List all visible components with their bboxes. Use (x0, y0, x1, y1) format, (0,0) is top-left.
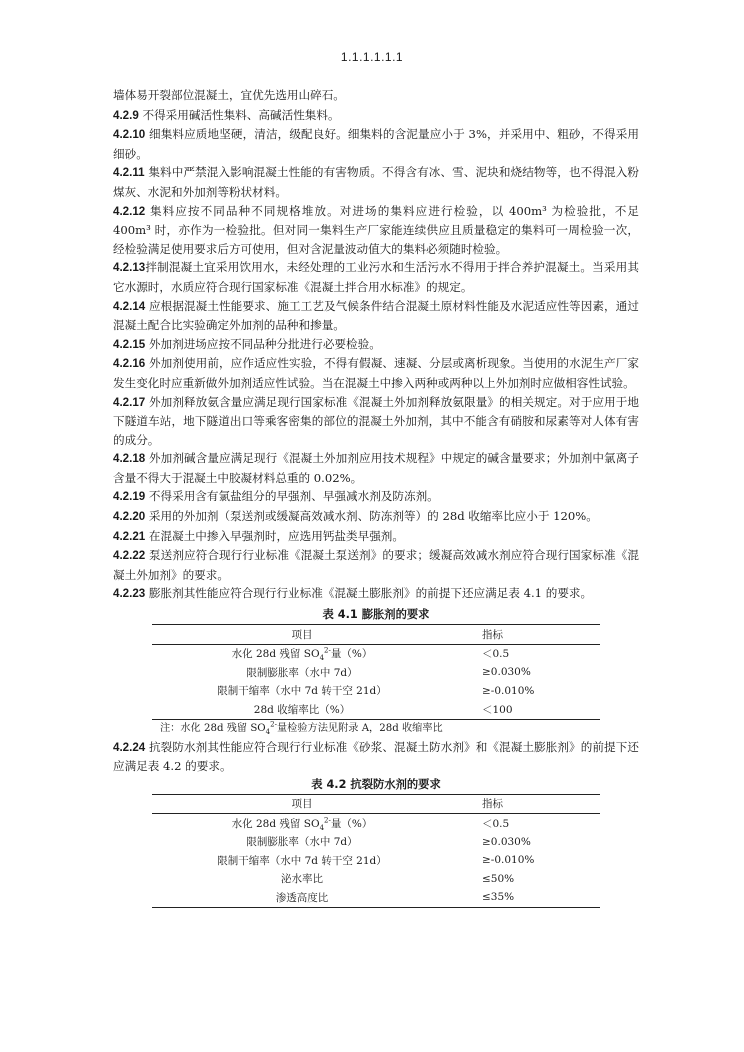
clause-paragraph (113, 86, 639, 106)
clause-paragraph (113, 297, 639, 335)
clause-number: 4.2.10 (113, 128, 146, 142)
clause-text: 在混凝土中掺入早强剂时，应选用钙盐类早强剂。 (145, 528, 404, 543)
clause-paragraph (113, 125, 639, 163)
table-header-row (152, 625, 600, 645)
clause-number: 4.2.9 (113, 108, 139, 122)
clause-paragraph (113, 258, 639, 296)
item-cell: 水化 28d 残留 $SO_4^{2-}$量（%） (231, 646, 373, 663)
item-cell: 限制膨胀率（水中 7d） (246, 666, 358, 679)
clause-paragraph (113, 507, 639, 527)
clause-text: 采用的外加剂（泵送剂或缓凝高效减水剂、防冻剂等）的 28d 收缩率比应小于 120%。 (145, 509, 598, 524)
clause-text: 应根据混凝土性能要求、施工工艺及气候条件结合混凝土原材料性能及水泥适应性等因素，通过混凝土配合比实验确定外加剂的品种和掺量。 (113, 298, 639, 333)
clause-paragraph (113, 106, 639, 126)
item-cell: 泌水率比 (281, 873, 323, 886)
clause-list (113, 738, 639, 776)
clause-text: 泵送剂应符合现行行业标准《混凝土泵送剂》的要求；缓凝高效减水剂应符合现行国家标准《混凝土外加剂》的要求。 (113, 548, 639, 582)
item-cell: 限制膨胀率（水中 7d） (246, 836, 358, 849)
table-row (152, 851, 600, 870)
clause-number: 4.2.23 (113, 587, 146, 601)
clause-number: 4.2.18 (113, 452, 146, 466)
value-cell: ＜100 (452, 700, 600, 719)
clause-text: 不得采用含有氯盐组分的早强剂、早强减水剂及防冻剂。 (145, 489, 439, 504)
clause-text: 抗裂防水剂其性能应符合现行行业标准《砂浆、混凝土防水剂》和《混凝土膨胀剂》的前提下还应满足表 4.2 的要求。 (113, 739, 639, 774)
clause-number: 4.2.19 (113, 490, 146, 504)
clause-number: 4.2.24 (113, 740, 146, 754)
item-cell: 渗透高度比 (152, 888, 452, 907)
clause-paragraph (113, 354, 639, 392)
table-4-2-caption: 表 4.2 抗裂防水剂的要求 (311, 777, 441, 791)
item-cell: 28d 收缩率比（%） (152, 700, 452, 719)
clause-list (113, 86, 639, 604)
clause-paragraph (113, 546, 639, 584)
clause-paragraph (113, 163, 639, 201)
value-cell: ＜0.5 (482, 817, 510, 830)
table-row (152, 663, 600, 682)
table-row (152, 644, 600, 663)
table-row (152, 888, 600, 907)
clause-paragraph (113, 584, 639, 604)
clause-paragraph (113, 335, 639, 355)
clause-text: 细集料应质地坚硬，清洁，级配良好。细集料的含泥量应小于 3%，并采用中、粗砂，不得采用细砂。 (113, 127, 639, 161)
clause-text: 外加剂使用前，应作适应性实验，不得有假凝、速凝、分层或离析现象。当使用的水泥生产厂家发生变化时应重新做外加剂适应性试验。当在混凝土中掺入两种或两种以上外加剂时应做相容性试验。 (113, 356, 639, 390)
table-header-row (152, 794, 600, 814)
clause-paragraph (113, 202, 639, 259)
clause-paragraph (113, 487, 639, 507)
clause-number: 4.2.22 (113, 549, 146, 563)
clause-text: 集料应按不同品种不同规格堆放。对进场的集料应进行检验，以 400m³ 为检验批，不足 400m³ 时，亦作为一检验批。但对同一集料生产厂家能连续供应且质量稳定的集料可一周检验一次，经检验满足使用要求后方可使用，但对含泥量波动值大的集料必须随时检验。 (113, 203, 639, 256)
table-row (152, 833, 600, 852)
table-row (152, 682, 600, 701)
clause-text: 集料中严禁混入影响混凝土性能的有害物质。不得含有冰、雪、泥块和烧结物等，也不得混入粉煤灰、水泥和外加剂等粉状材料。 (113, 165, 639, 199)
table-row (152, 700, 600, 719)
clause-paragraph (113, 738, 639, 776)
clause-number: 4.2.14 (113, 299, 146, 313)
table-row (152, 814, 600, 833)
column-header-item: 项目 (152, 625, 452, 645)
column-header-item: 项目 (152, 794, 452, 814)
clause-number: 4.2.21 (113, 529, 146, 543)
value-cell: ＜0.5 (482, 648, 510, 661)
value-cell: ≤35% (452, 888, 600, 907)
clause-text: 外加剂碱含量应满足现行《混凝土外加剂应用技术规程》中规定的碱含量要求；外加剂中氯离子含量不得大于混凝土中胶凝材料总重的 0.02%。 (113, 451, 639, 485)
value-cell: ≥-0.010% (482, 684, 535, 697)
clause-paragraph (113, 393, 639, 450)
clause-number: 4.2.13 (113, 261, 146, 275)
clause-number: 4.2.11 (113, 166, 145, 180)
clause-number: 4.2.16 (113, 357, 146, 371)
clause-paragraph (113, 449, 639, 487)
clause-text: 膨胀剂其性能应符合现行行业标准《混凝土膨胀剂》的前提下还应满足表 4.1 的要求。 (145, 586, 593, 601)
clause-paragraph (113, 527, 639, 547)
table-4-1 (152, 624, 600, 720)
clause-text: 墙体易开裂部位混凝土，宜优先选用山碎石。 (113, 88, 345, 102)
document-body (113, 86, 639, 908)
column-header-index: 指标 (452, 794, 600, 814)
value-cell: ≥0.030% (482, 835, 531, 848)
column-header-index: 指标 (452, 625, 600, 645)
value-cell: ≥-0.010% (482, 854, 535, 867)
clause-text: 不得采用碱活性集料、高碱活性集料。 (138, 107, 340, 122)
clause-number: 4.2.20 (113, 510, 146, 524)
clause-text: 拌制混凝土宜采用饮用水，未经处理的工业污水和生活污水不得用于拌合养护混凝土。当采用其它水源时，水质应符合现行国家标准《混凝土拌合用水标准》的规定。 (113, 260, 639, 294)
page-header: 1.1.1.1.1.1 (340, 50, 404, 64)
table-row (152, 870, 600, 889)
table-4-1-caption: 表 4.1 膨胀剂的要求 (322, 608, 430, 622)
value-cell: ≥0.030% (482, 666, 531, 679)
clause-text: 外加剂释放氨含量应满足现行国家标准《混凝土外加剂释放氨限量》的相关规定。对于应用于地下隧道车站，地下隧道出口等乘客密集的部位的混凝土外加剂，其中不能含有硝胺和尿素等对人体有害的成分。 (113, 394, 639, 447)
clause-number: 4.2.15 (113, 337, 146, 351)
value-cell: ≤50% (482, 872, 515, 885)
clause-text: 外加剂进场应按不同品种分批进行必要检验。 (145, 336, 381, 351)
item-cell: 限制干缩率（水中 7d 转干空 21d） (217, 685, 387, 698)
clause-number: 4.2.17 (113, 395, 146, 409)
table-note: 注：水化 28d 残留 $SO_4^{2-}$量检验方法见附录 A，28d 收缩率比 (160, 720, 443, 736)
item-cell: 限制干缩率（水中 7d 转干空 21d） (217, 854, 387, 867)
table-4-2 (152, 794, 600, 908)
item-cell: 水化 28d 残留 $SO_4^{2-}$量（%） (231, 816, 373, 833)
clause-number: 4.2.12 (113, 204, 146, 218)
